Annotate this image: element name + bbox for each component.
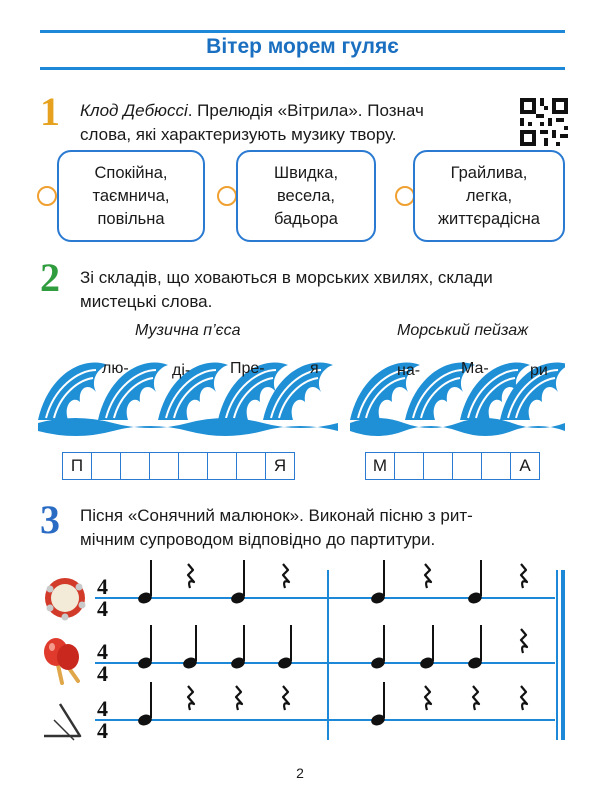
answer-cell[interactable] bbox=[394, 452, 424, 480]
task-1-composer: Клод Дебюссі bbox=[80, 101, 188, 120]
option-2-line: Швидка, bbox=[273, 163, 339, 182]
rhythm-score bbox=[95, 560, 575, 750]
answer-cell[interactable] bbox=[207, 452, 237, 480]
answer-cell[interactable]: Я bbox=[265, 452, 295, 480]
triangle-icon bbox=[36, 700, 84, 742]
task-1-line-2: слова, які характеризують музику твору. bbox=[80, 125, 397, 144]
tambourine-icon bbox=[42, 575, 88, 621]
task-1-line-1 bbox=[80, 99, 520, 123]
option-1-card[interactable] bbox=[57, 150, 205, 242]
quarter-rest bbox=[283, 564, 289, 588]
caption-sea-landscape: Морський пейзаж bbox=[397, 322, 529, 339]
option-3-checkbox[interactable] bbox=[395, 186, 415, 206]
task-3-line-2: мічним супроводом відповідно до партитури. bbox=[80, 530, 436, 549]
task-1-line-1-rest: . Прелюдія «Вітрила». Познач bbox=[187, 101, 424, 120]
task-2-number: 2 bbox=[40, 255, 60, 300]
task-2-line-2: мистецькі слова. bbox=[80, 292, 213, 311]
answer-cell[interactable] bbox=[178, 452, 208, 480]
syllable: ри bbox=[530, 362, 548, 379]
answer-cell[interactable]: М bbox=[365, 452, 395, 480]
option-3-line: легка, bbox=[465, 186, 513, 205]
quarter-rest bbox=[283, 686, 289, 710]
task-3-line-1: Пісня «Сонячний малюнок». Виконай пісню з рит- bbox=[80, 506, 473, 525]
syllable: я bbox=[310, 360, 319, 377]
option-3-line: Грайлива, bbox=[450, 163, 528, 182]
task-2-line-1: Зі складів, що ховаються в морських хвилях, склади bbox=[80, 268, 493, 287]
syllable: Пре- bbox=[230, 360, 265, 377]
answer-cell[interactable] bbox=[236, 452, 266, 480]
answer-cell[interactable] bbox=[423, 452, 453, 480]
answer-cell[interactable]: А bbox=[510, 452, 540, 480]
option-1-checkbox[interactable] bbox=[37, 186, 57, 206]
option-2-label bbox=[274, 162, 338, 231]
quarter-rest bbox=[425, 564, 431, 588]
answer-cell[interactable] bbox=[452, 452, 482, 480]
option-3-line: життєрадісна bbox=[438, 209, 540, 228]
task-3-text bbox=[80, 504, 570, 552]
option-1-line: таємнича, bbox=[92, 186, 170, 205]
quarter-rest bbox=[473, 686, 479, 710]
answer-cell[interactable] bbox=[149, 452, 179, 480]
waves-right-illustration bbox=[350, 345, 565, 440]
syllable: на- bbox=[397, 362, 421, 379]
quarter-rest bbox=[521, 564, 527, 588]
option-2-line: бадьора bbox=[273, 209, 338, 228]
qr-code-icon bbox=[520, 98, 568, 146]
task-1-text bbox=[80, 99, 520, 147]
time-signature-bottom: 4 bbox=[97, 661, 108, 686]
quarter-rest bbox=[425, 686, 431, 710]
syllable: лю- bbox=[102, 360, 129, 377]
time-signature-top: 4 bbox=[97, 696, 108, 721]
time-signature-bottom: 4 bbox=[97, 596, 108, 621]
answer-cell[interactable] bbox=[481, 452, 511, 480]
time-signature-bottom: 4 bbox=[97, 718, 108, 743]
quarter-rest bbox=[521, 686, 527, 710]
task-3-number: 3 bbox=[40, 497, 60, 542]
option-3-label bbox=[438, 162, 540, 231]
syllable: Ма- bbox=[461, 360, 489, 377]
quarter-rest bbox=[521, 629, 527, 653]
answer-grid-music-piece[interactable] bbox=[63, 452, 295, 480]
title-bottom-rule bbox=[40, 67, 565, 70]
maracas-icon bbox=[38, 635, 88, 685]
time-signature-top: 4 bbox=[97, 639, 108, 664]
quarter-rest bbox=[188, 564, 194, 588]
syllable: ді- bbox=[172, 362, 191, 379]
waves-left-illustration bbox=[38, 345, 338, 440]
answer-cell[interactable]: П bbox=[62, 452, 92, 480]
option-2-checkbox[interactable] bbox=[217, 186, 237, 206]
answer-grid-sea-landscape[interactable] bbox=[366, 452, 540, 480]
page-number: 2 bbox=[296, 765, 304, 781]
answer-cell[interactable] bbox=[91, 452, 121, 480]
option-1-line: повільна bbox=[97, 209, 165, 228]
task-2-text bbox=[80, 266, 570, 314]
title-top-rule bbox=[40, 30, 565, 33]
option-2-card[interactable] bbox=[236, 150, 376, 242]
time-signature-top: 4 bbox=[97, 574, 108, 599]
option-1-label bbox=[93, 162, 170, 231]
page-title: Вітер морем гуляє bbox=[206, 35, 399, 58]
answer-cell[interactable] bbox=[120, 452, 150, 480]
option-3-card[interactable] bbox=[413, 150, 565, 242]
quarter-rest bbox=[236, 686, 242, 710]
quarter-rest bbox=[188, 686, 194, 710]
caption-music-piece: Музична п’єса bbox=[135, 322, 241, 339]
option-2-line: весела, bbox=[276, 186, 335, 205]
option-1-line: Спокійна, bbox=[94, 163, 168, 182]
task-1-number: 1 bbox=[40, 89, 60, 134]
